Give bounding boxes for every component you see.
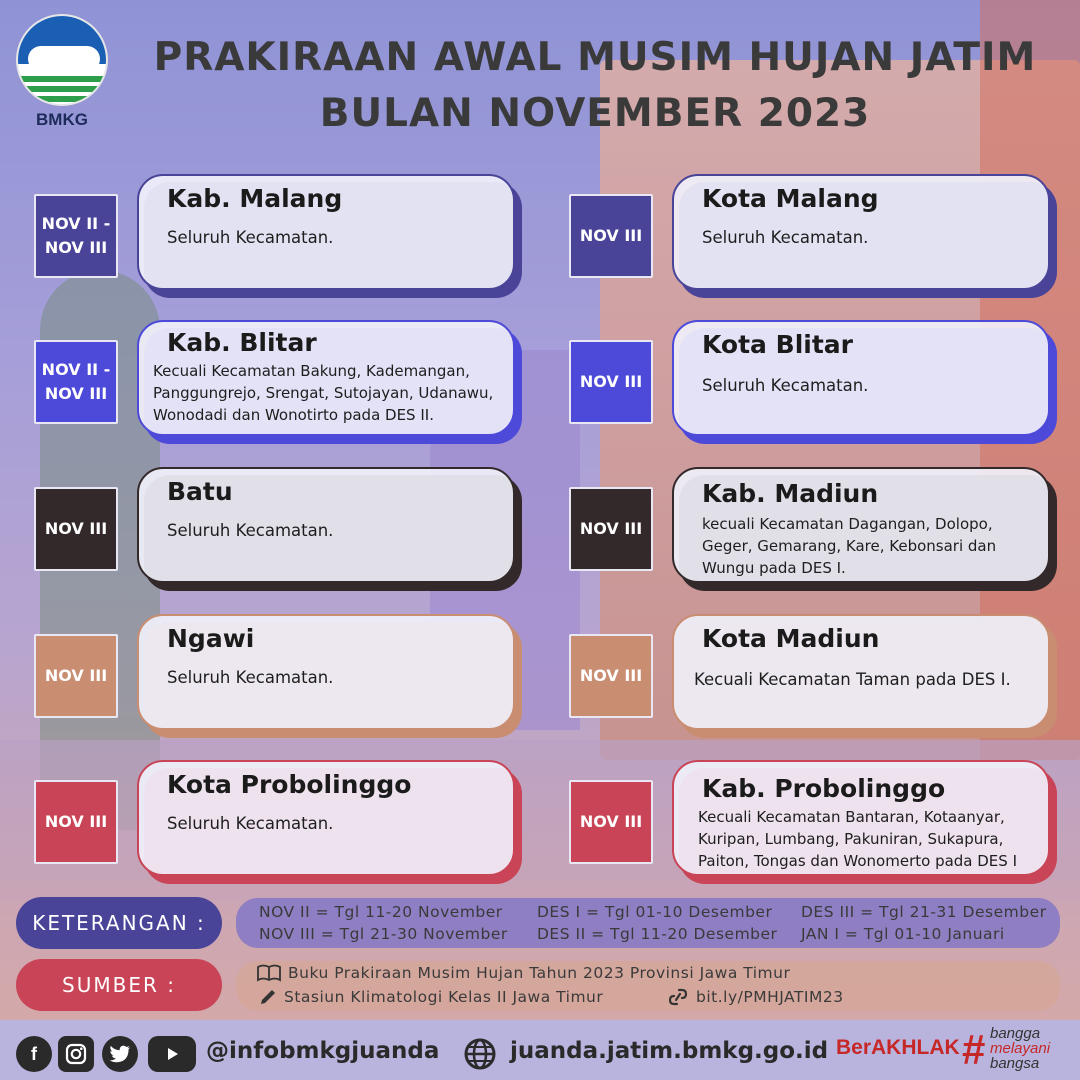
link-icon xyxy=(666,987,690,1007)
region-description: Seluruh Kecamatan. xyxy=(167,814,334,833)
region-card-kota-madiun xyxy=(672,614,1050,730)
region-name: Kab. Malang xyxy=(167,184,343,213)
region-name: Kab. Probolinggo xyxy=(702,774,946,803)
bmkg-emblem-icon xyxy=(16,14,108,106)
instagram-icon[interactable] xyxy=(58,1036,94,1072)
region-description: Kecuali Kecamatan Taman pada DES I. xyxy=(694,670,1011,689)
bmkg-logo xyxy=(14,14,110,134)
region-name: Kota Madiun xyxy=(702,624,880,653)
period-badge: NOV III xyxy=(34,780,118,864)
legend-item: DES I = Tgl 01-10 Desember xyxy=(537,903,773,921)
sumber-box xyxy=(236,961,1060,1011)
title-line-1: PRAKIRAAN AWAL MUSIM HUJAN JATIM xyxy=(153,35,1037,80)
region-description: Kecuali Kecamatan Bantaran, Kotaanyar, Kuripan, Lumbang, Pakuniran, Sukapura, Paiton, Tongas dan Wonomerto pada DES I xyxy=(698,808,1017,870)
region-description: Seluruh Kecamatan. xyxy=(702,376,869,395)
region-name: Ngawi xyxy=(167,624,255,653)
keterangan-label: KETERANGAN : xyxy=(16,897,222,949)
region-description: Seluruh Kecamatan. xyxy=(702,228,869,247)
twitter-icon[interactable] xyxy=(102,1036,138,1072)
period-badge: NOV III xyxy=(569,194,653,278)
source-book xyxy=(256,964,790,982)
legend-item: NOV III = Tgl 21-30 November xyxy=(259,925,508,943)
region-card-kab-blitar xyxy=(137,320,515,436)
legend-item: JAN I = Tgl 01-10 Januari xyxy=(801,925,1005,943)
sumber-label: SUMBER : xyxy=(16,959,222,1011)
region-name: Kab. Blitar xyxy=(167,328,317,357)
source-station-text: Stasiun Klimatologi Kelas II Jawa Timur xyxy=(284,988,604,1006)
period-badge: NOV III xyxy=(34,634,118,718)
slogan-line: melayani xyxy=(990,1040,1051,1057)
page-title xyxy=(110,30,1080,142)
period-badge: NOV III xyxy=(569,634,653,718)
keterangan-legend xyxy=(236,898,1060,948)
region-description: kecuali Kecamatan Dagangan, Dolopo, Geger, Gemarang, Kare, Kebonsari dan Wungu pada DES I. xyxy=(702,515,997,577)
berakhlak-logo: BerAKHLAK xyxy=(836,1036,960,1059)
legend-item: DES III = Tgl 21-31 Desember xyxy=(801,903,1047,921)
hashtag-icon: # xyxy=(962,1026,986,1073)
region-card-kab-madiun xyxy=(672,467,1050,583)
social-handle[interactable]: @infobmkgjuanda xyxy=(206,1038,440,1064)
title-line-2: BULAN NOVEMBER 2023 xyxy=(319,91,871,136)
region-card-ngawi xyxy=(137,614,515,730)
slogan-line: bangga xyxy=(990,1025,1041,1042)
source-book-text: Buku Prakiraan Musim Hujan Tahun 2023 Provinsi Jawa Timur xyxy=(288,964,791,982)
period-badge: NOV III xyxy=(569,340,653,424)
region-card-kota-blitar xyxy=(672,320,1050,436)
youtube-icon[interactable] xyxy=(148,1036,196,1072)
source-link[interactable] xyxy=(666,987,844,1007)
period-badge: NOV III xyxy=(569,487,653,571)
source-station xyxy=(258,987,603,1007)
region-name: Kab. Madiun xyxy=(702,479,879,508)
region-card-kota-malang xyxy=(672,174,1050,290)
period-badge: NOV II - NOV III xyxy=(34,340,118,424)
region-description: Seluruh Kecamatan. xyxy=(167,228,334,247)
website-url[interactable]: juanda.jatim.bmkg.go.id xyxy=(510,1038,829,1064)
region-card-batu xyxy=(137,467,515,583)
legend-item: NOV II = Tgl 11-20 November xyxy=(259,903,503,921)
region-name: Kota Probolinggo xyxy=(167,770,412,799)
slogan-line: bangsa xyxy=(990,1055,1040,1072)
period-badge: NOV II - NOV III xyxy=(34,194,118,278)
logo-text: BMKG xyxy=(36,110,88,129)
region-description: Seluruh Kecamatan. xyxy=(167,521,334,540)
region-card-kota-probolinggo xyxy=(137,760,515,876)
facebook-icon[interactable]: f xyxy=(16,1036,52,1072)
period-badge: NOV III xyxy=(569,780,653,864)
region-name: Kota Malang xyxy=(702,184,879,213)
globe-icon xyxy=(462,1036,498,1072)
region-description: Seluruh Kecamatan. xyxy=(167,668,334,687)
region-card-kab-probolinggo xyxy=(672,760,1050,876)
period-badge: NOV III xyxy=(34,487,118,571)
book-icon xyxy=(256,964,282,982)
pencil-icon xyxy=(258,987,278,1007)
slogan-bangga-melayani-bangsa xyxy=(990,1026,1076,1071)
region-name: Batu xyxy=(167,477,233,506)
legend-item: DES II = Tgl 11-20 Desember xyxy=(537,925,778,943)
source-link-text[interactable]: bit.ly/PMHJATIM23 xyxy=(696,988,844,1006)
region-description: Kecuali Kecamatan Bakung, Kademangan, Panggungrejo, Srengat, Sutojayan, Udanawu, Wonodadi dan Wonotirto pada DES II. xyxy=(153,362,494,424)
region-card-kab-malang xyxy=(137,174,515,290)
region-name: Kota Blitar xyxy=(702,330,853,359)
